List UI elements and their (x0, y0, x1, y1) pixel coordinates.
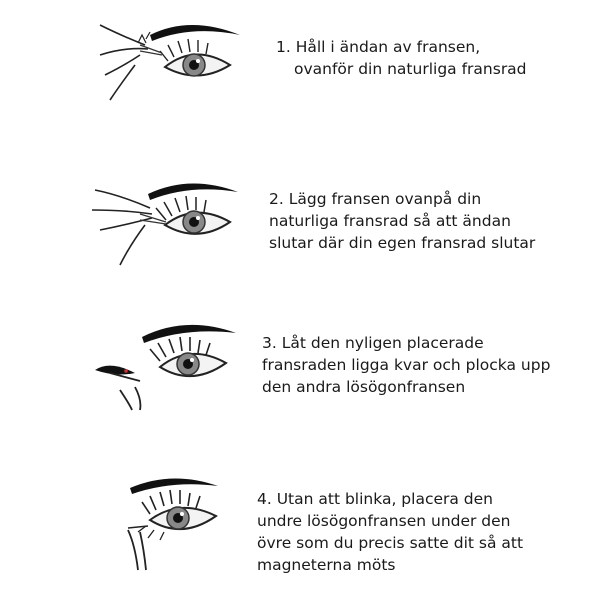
eye-with-tweezers-icon (80, 5, 250, 115)
eye-with-tweezers-icon (80, 315, 250, 425)
step-4-line-2: undre lösögonfransen under den (257, 512, 511, 530)
step-1-line-1: 1. Håll i ändan av fransen, (276, 38, 481, 56)
step-4-line-4: magneterna möts (257, 556, 396, 574)
eye-with-tweezers-icon (80, 470, 250, 580)
eye-illustration-3 (80, 315, 250, 425)
eye-with-tweezers-icon (80, 170, 250, 280)
step-3-text (262, 332, 550, 398)
step-4-line-3: övre som du precis satte dit så att (257, 534, 524, 552)
step-4-text (257, 488, 523, 576)
step-2-line-1: 2. Lägg fransen ovanpå din (269, 190, 482, 208)
eye-illustration-1 (80, 5, 250, 115)
step-2-line-2: naturliga fransrad så att ändan (269, 212, 511, 230)
step-3-line-1: 3. Låt den nyligen placerade (262, 334, 484, 352)
step-2-line-3: slutar där din egen fransrad slutar (269, 234, 536, 252)
step-1-line-2: ovanför din naturliga fransrad (294, 60, 527, 78)
step-3-line-3: den andra lösögonfransen (262, 378, 466, 396)
eye-illustration-4 (80, 470, 250, 580)
eye-illustration-2 (80, 170, 250, 280)
step-3-line-2: fransraden ligga kvar och plocka upp (262, 356, 551, 374)
step-1-text (276, 36, 527, 80)
step-2-text (269, 188, 535, 254)
step-4-line-1: 4. Utan att blinka, placera den (257, 490, 493, 508)
